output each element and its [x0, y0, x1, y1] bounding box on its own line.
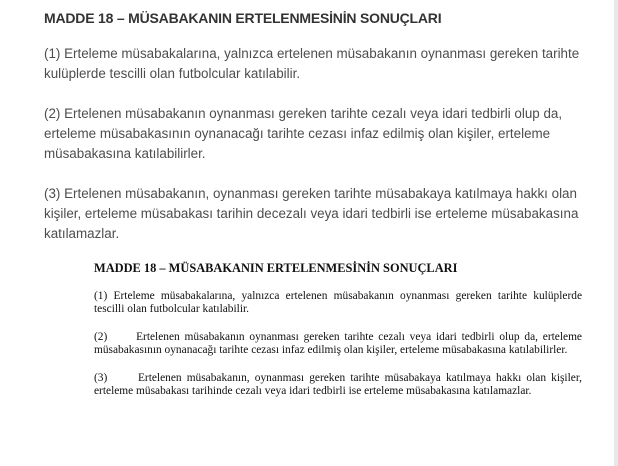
web-article — [44, 8, 610, 264]
web-paragraph-2: (2) Ertelenen müsabakanın oynanması gereken tarihte cezalı veya idari tedbirli olup da, erteleme müsabakasının oynanacağı tarihte cezası infaz edilmiş olan kişiler, erteleme müsabakasına katılabilirler. — [44, 106, 563, 161]
scanned-document-title: MADDE 18 – MÜSABAKANIN ERTELENMESİNİN SONUÇLARI — [94, 261, 458, 275]
scanned-paragraph-2: (2) Ertelenen müsabakanın oynanması gereken tarihte cezalı veya idari tedbirli olup da, erteleme müsabakasının oynanacağı tarihte cezası infaz edilmiş olan kişiler, erteleme müsabakasına katılabilirler. — [94, 331, 585, 356]
web-article-title: MADDE 18 – MÜSABAKANIN ERTELENMESİNİN SONUÇLARI — [44, 10, 442, 26]
page-right-border — [614, 0, 618, 466]
web-paragraph-3: (3) Ertelenen müsabakanın, oynanması gereken tarihte müsabakaya katılmaya hakkı olan kişiler, erteleme müsabakası tarihin decezalı veya idari tedbirli ise erteleme müsabakasına katılamazlar. — [44, 186, 579, 241]
scanned-document-image — [94, 260, 585, 398]
scanned-paragraph-3: (3) Ertelenen müsabakanın, oynanması gereken tarihte müsabakaya katılmaya hakkı olan kişiler, erteleme müsabakası tarihinde cezalı veya idari tedbirli ise erteleme müsabakasına katılamazlar. — [94, 372, 585, 397]
scanned-paragraph-1: (1) Erteleme müsabakalarına, yalnızca ertelenen müsabakanın oynanması gereken tarihte kulüplerde tescilli olan futbolcular katılabilir. — [94, 290, 582, 315]
web-paragraph-1: (1) Erteleme müsabakalarına, yalnızca ertelenen müsabakanın oynanması gereken tarihte kulüplerde tescilli olan futbolcular katılabilir. — [44, 46, 580, 81]
